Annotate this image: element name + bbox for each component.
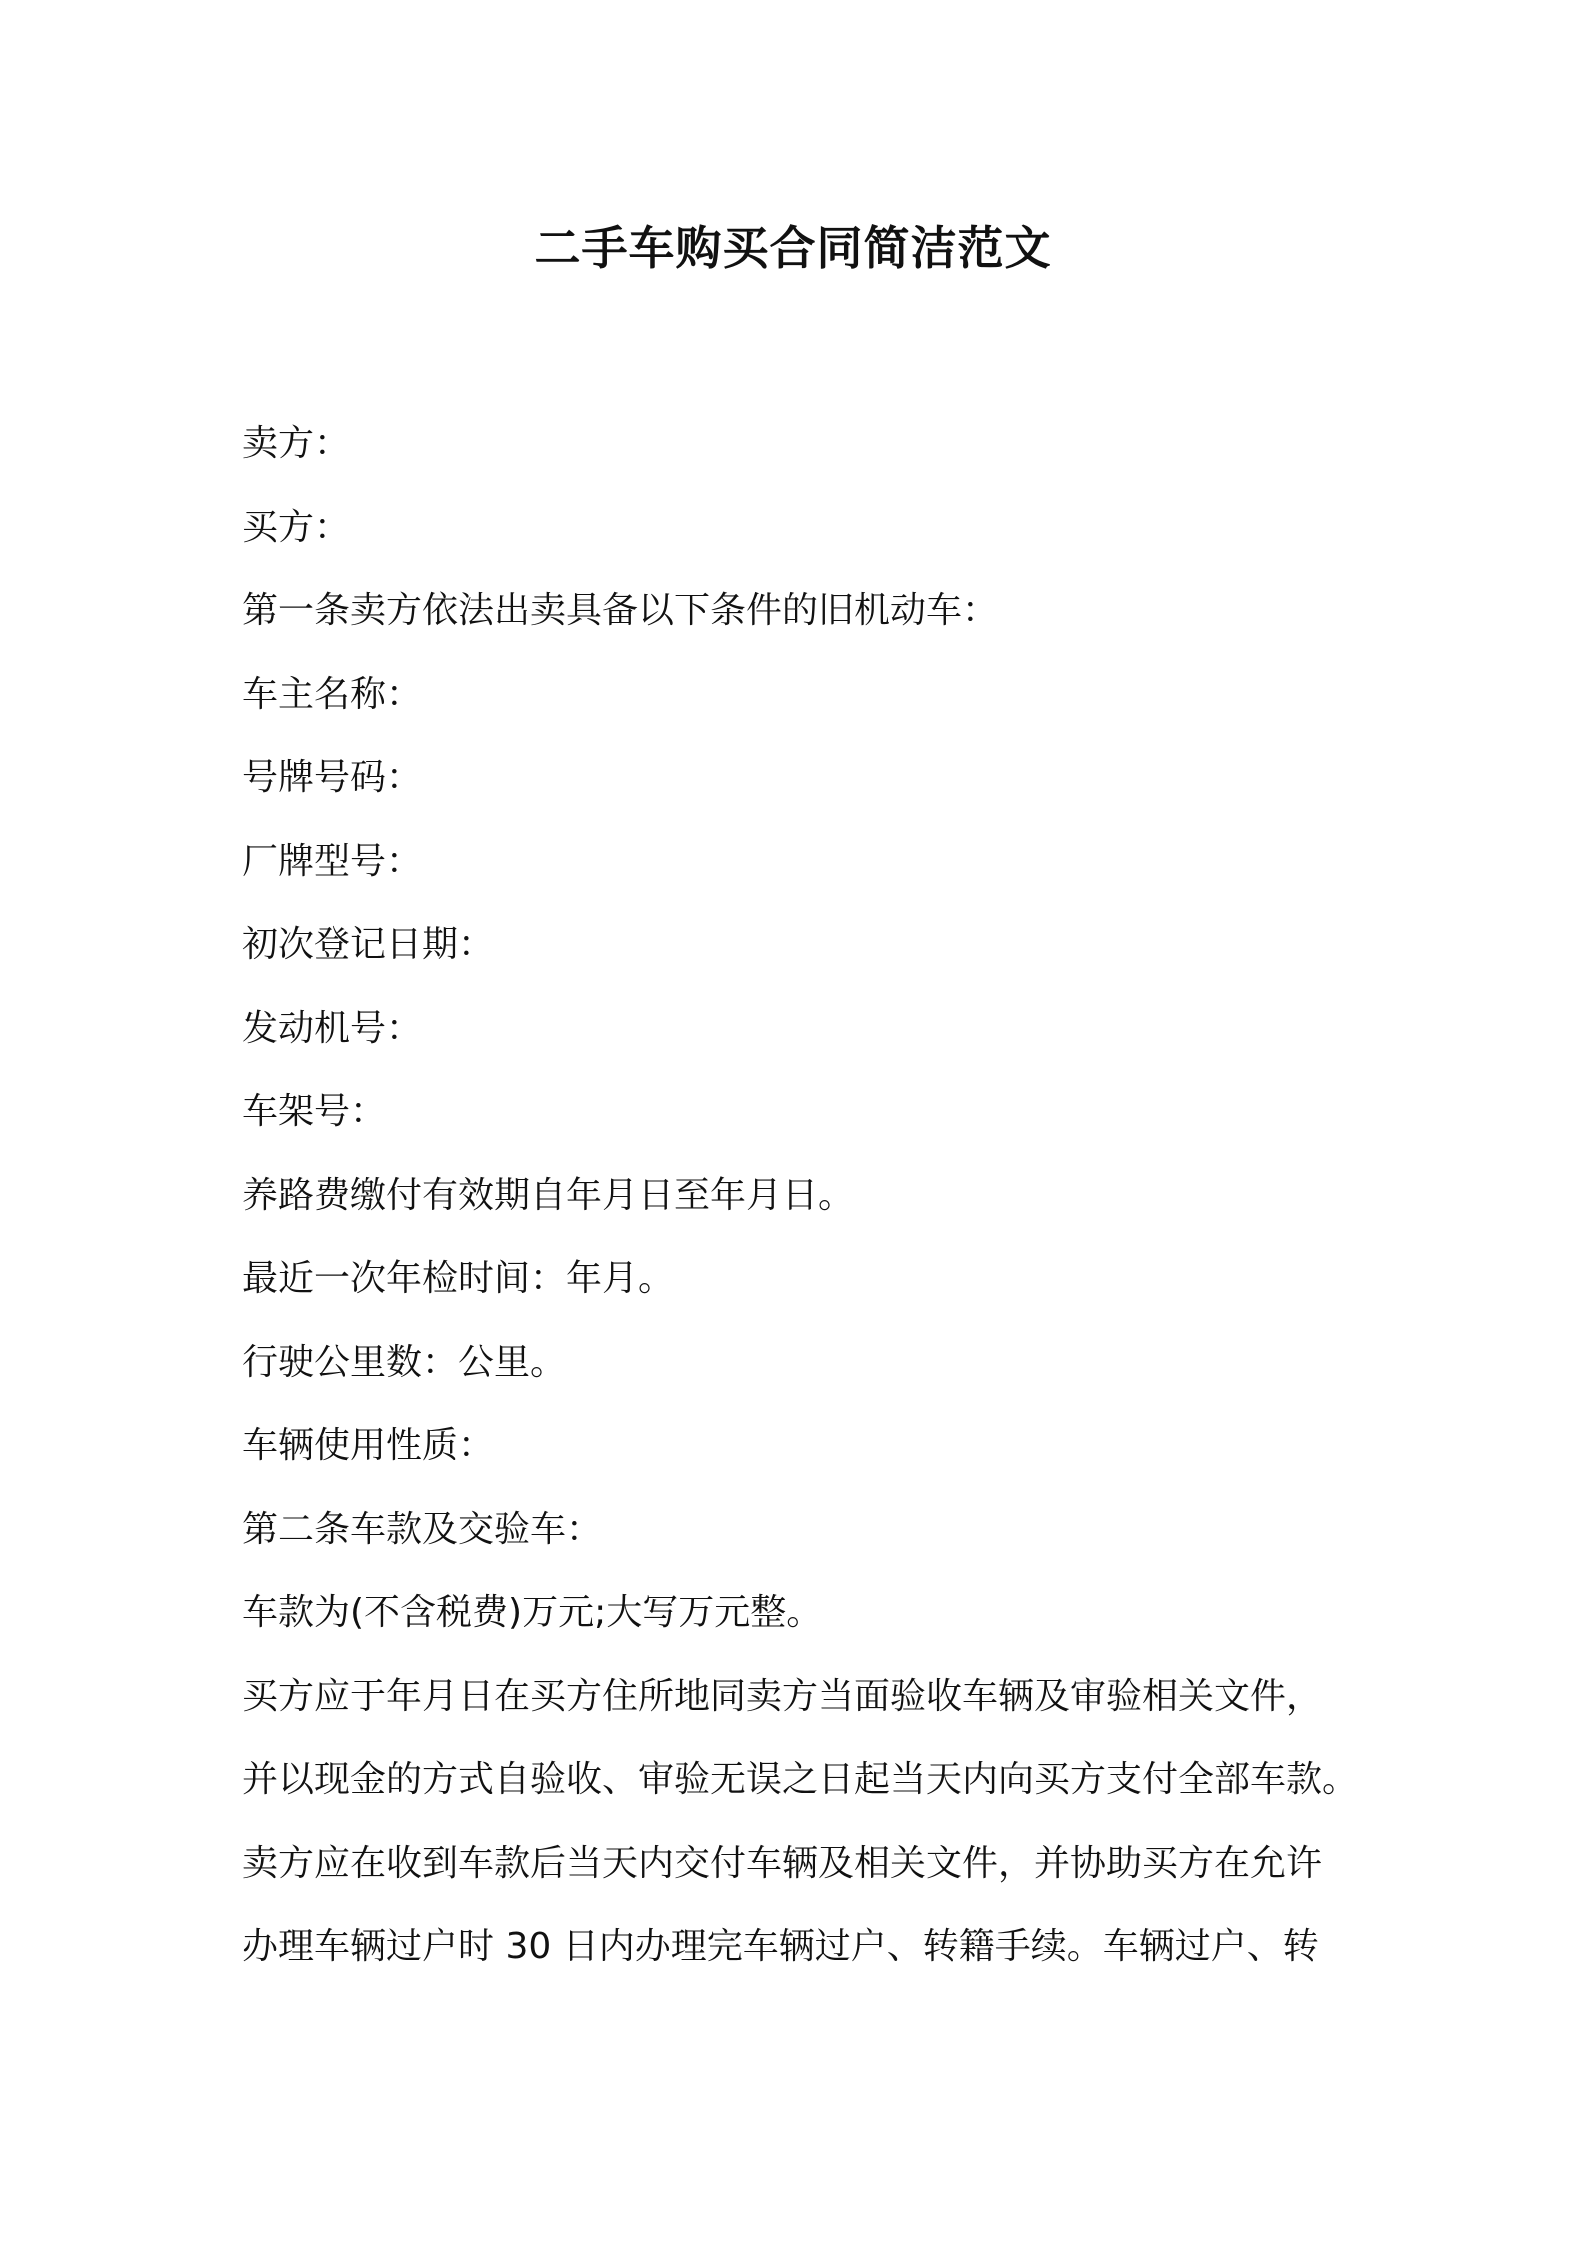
- paragraph-line: 办理车辆过户时 30 日内办理完车辆过户、转籍手续。车辆过户、转: [242, 1926, 1319, 1967]
- price-line: 车款为(不含税费)万元;大写万元整。: [242, 1592, 823, 1633]
- plate-number-line: 号牌号码：: [242, 757, 423, 798]
- document-body: [242, 402, 1362, 1989]
- buyer-line: 买方：: [242, 506, 351, 548]
- road-fee-line: 养路费缴付有效期自年月日至年月日。: [242, 1174, 855, 1216]
- paragraph-line: 买方应于年月日在买方住所地同卖方当面验收车辆及审验相关文件，: [242, 1675, 1323, 1717]
- annual-inspection-line: 最近一次年检时间：年月。: [242, 1258, 675, 1299]
- mileage-line: 行驶公里数：公里。: [242, 1341, 567, 1383]
- first-registration-line: 初次登记日期：: [242, 924, 495, 965]
- article-one-heading: 第一条卖方依法出卖具备以下条件的旧机动车：: [242, 590, 999, 631]
- brand-model-line: 厂牌型号：: [242, 840, 423, 882]
- owner-name-line: 车主名称：: [242, 673, 423, 715]
- engine-number-line: 发动机号：: [242, 1007, 423, 1049]
- article-two-heading: 第二条车款及交验车：: [242, 1508, 603, 1550]
- seller-line: 卖方：: [242, 423, 351, 464]
- paragraph-line: 卖方应在收到车款后当天内交付车辆及相关文件，并协助买方在允许: [242, 1842, 1323, 1884]
- document-title: 二手车购买合同简洁范文: [534, 221, 1052, 275]
- usage-nature-line: 车辆使用性质：: [242, 1425, 495, 1466]
- frame-number-line: 车架号：: [242, 1091, 387, 1132]
- paragraph-line: 并以现金的方式自验收、审验无误之日起当天内向买方支付全部车款。: [242, 1759, 1359, 1800]
